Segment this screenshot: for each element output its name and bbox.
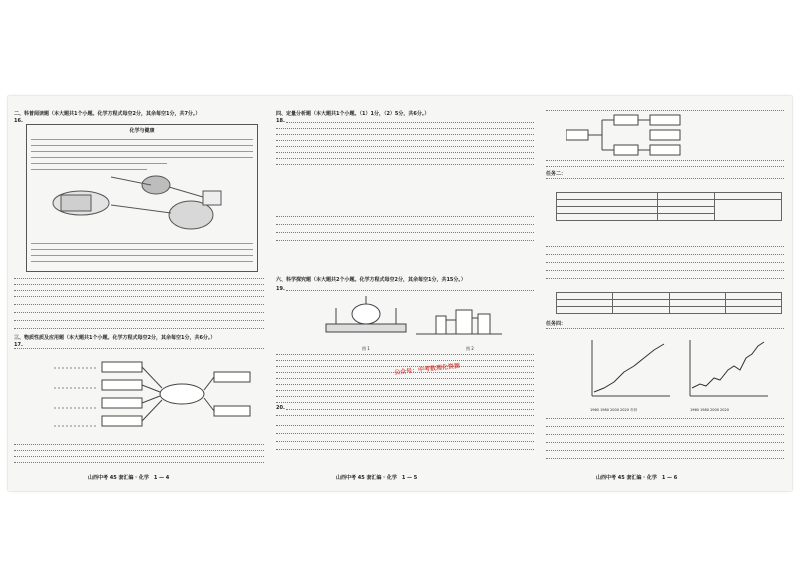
column-left <box>14 96 268 491</box>
question-16-number: 16. <box>14 118 23 124</box>
question-17-number: 17. <box>14 342 23 348</box>
question-18-number: 18. <box>276 118 285 124</box>
apparatus-figure-1 <box>306 296 506 344</box>
question-19-number: 19. <box>276 286 285 292</box>
line-charts <box>582 336 772 406</box>
task-two-heading: 任务二： <box>546 171 567 177</box>
section-heading: 二、科普阅读题（本大题共1个小题。化学方程式每空2分，其余每空1分，共7分。） <box>14 111 201 117</box>
comparison-table <box>556 292 782 314</box>
article-title: 化学与健康 <box>129 128 155 134</box>
reading-passage-box <box>26 124 258 272</box>
figure-1-label: 图 1 <box>362 346 370 351</box>
page-footer-right: 山西中考 45 套汇编 · 化学 1 — 6 <box>596 475 678 481</box>
section-heading-inquiry: 六、科学探究题（本大题共2个小题。化学方程式每空2分，其余每空1分，共15分。） <box>276 277 466 283</box>
digestive-system-illustration <box>41 165 231 235</box>
classification-diagram <box>566 114 706 158</box>
chart-right-axis-label: 1960 1980 2000 2020 <box>690 408 729 412</box>
column-right <box>546 96 788 491</box>
task-four-heading: 任务四： <box>546 321 567 327</box>
page-footer-left: 山西中考 45 套汇编 · 化学 1 — 4 <box>88 475 170 481</box>
exam-sheet <box>8 96 792 491</box>
question-20-number: 20. <box>276 405 285 411</box>
question-17-heading: 三、物质性质及应用题（本大题共1个小题。化学方程式每空2分，其余每空1分，共6分。） <box>14 335 216 341</box>
chart-left-axis-label: 1960 1980 2000 2020 年份 <box>590 408 638 412</box>
section-heading-quant: 四、定量分析题（本大题共1个小题。（1）1分，（2）5分，共6分。） <box>276 111 430 117</box>
page-footer-middle: 山西中考 45 套汇编 · 化学 1 — 5 <box>336 475 418 481</box>
watermark-stamp: 公众号：中考数理化资源 <box>393 362 461 377</box>
column-middle <box>276 96 538 491</box>
experiment-table <box>556 192 782 221</box>
concept-map-diagram <box>54 358 254 438</box>
figure-2-label: 图 2 <box>466 346 474 351</box>
